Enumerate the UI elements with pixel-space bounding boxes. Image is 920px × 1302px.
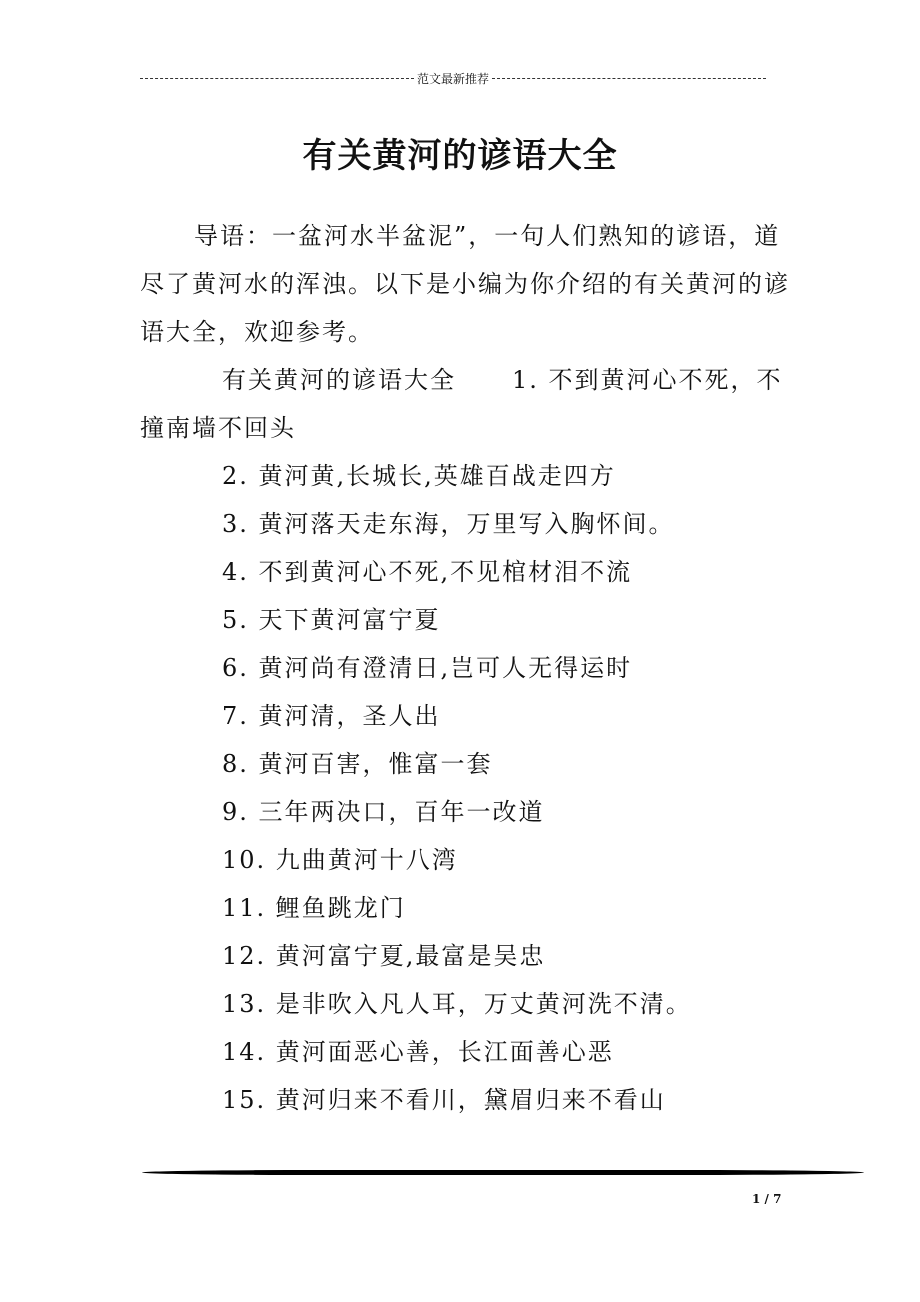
- list-item: 12. 黄河富宁夏,最富是吴忠: [222, 942, 546, 970]
- header-dash-left: [140, 78, 414, 79]
- page-number: 1 / 7: [752, 1192, 782, 1206]
- list-item: 15. 黄河归来不看川，黛眉归来不看山: [222, 1086, 666, 1114]
- list-item: 2. 黄河黄,长城长,英雄百战走四方: [222, 462, 616, 490]
- list-item: 9. 三年两决口，百年一改道: [222, 798, 545, 826]
- proverb-list: [140, 452, 790, 1124]
- section-heading: 有关黄河的谚语大全: [222, 366, 456, 394]
- list-item: 6. 黄河尚有澄清日,岂可人无得运时: [222, 654, 633, 682]
- header-text: 范文最新推荐: [417, 71, 490, 86]
- list-item: 14. 黄河面恶心善，长江面善心恶: [222, 1038, 614, 1066]
- list-item: 7. 黄河清，圣人出: [222, 702, 441, 730]
- intro-paragraph: 导语：一盆河水半盆泥”，一句人们熟知的谚语，道尽了黄河水的浑浊。以下是小编为你介绍的有关黄河的谚语大全，欢迎参考。: [140, 222, 790, 346]
- page-header: [140, 68, 766, 88]
- list-item: 5. 天下黄河富宁夏: [222, 606, 441, 634]
- list-item: 11. 鲤鱼跳龙门: [222, 894, 406, 922]
- first-proverb: 1. 不到黄河心不死，不撞南墙不回头: [140, 366, 783, 442]
- footer-rule: [142, 1170, 864, 1175]
- document-body: [140, 212, 790, 1124]
- list-item: 4. 不到黄河心不死,不见棺材泪不流: [222, 558, 633, 586]
- section-paragraph: [140, 356, 790, 452]
- list-item: 8. 黄河百害，惟富一套: [222, 750, 493, 778]
- document-title: 有关黄河的谚语大全: [302, 136, 618, 176]
- list-item: 10. 九曲黄河十八湾: [222, 846, 458, 874]
- list-item: 13. 是非吹入凡人耳，万丈黄河洗不清。: [222, 990, 692, 1018]
- header-dash-right: [492, 78, 766, 79]
- list-item: 3. 黄河落天走东海，万里写入胸怀间。: [222, 510, 675, 538]
